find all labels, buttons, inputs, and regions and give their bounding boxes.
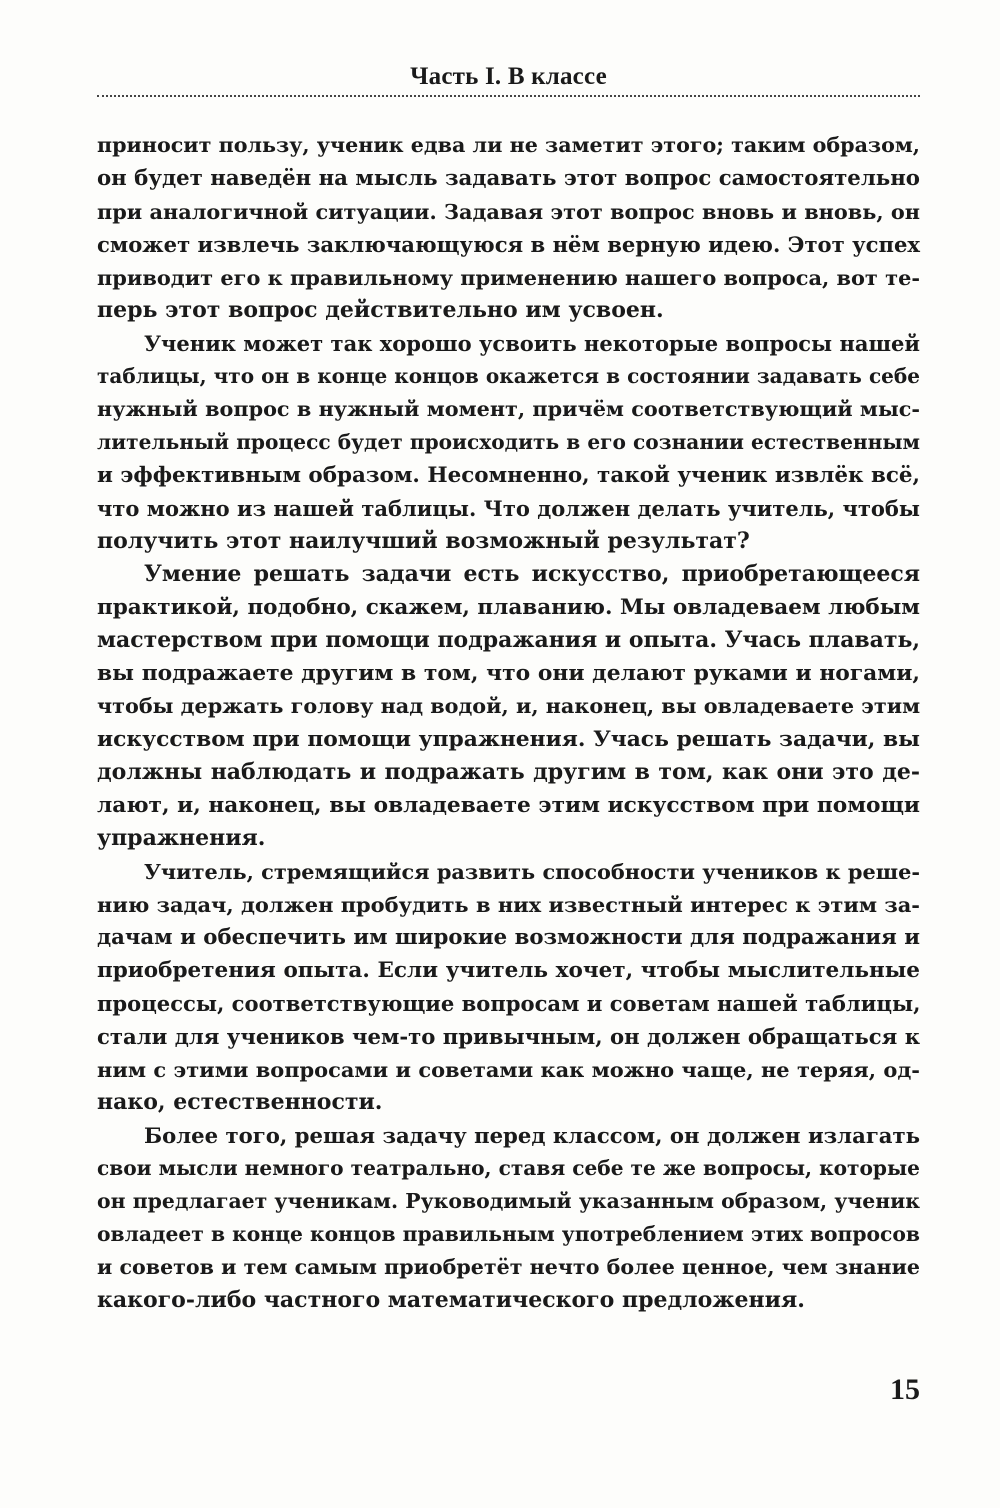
text-line: он будет наведён на мысль задавать этот вопрос самостоятельно: [97, 166, 920, 191]
paragraph: [97, 558, 920, 855]
page-number: 15: [890, 1373, 920, 1406]
text-line: что можно из нашей таблицы. Что должен делать учитель, чтобы: [97, 496, 920, 521]
text-line: мастерством при помощи подражания и опыта. Учась плавать,: [97, 627, 920, 653]
header-dotted-rule: [97, 95, 920, 97]
text-line: Более того, решая задачу перед классом, он должен излагать: [144, 1123, 920, 1148]
text-line: какого-либо частного математического предложения.: [97, 1287, 805, 1313]
text-line: практикой, подобно, скажем, плаванию. Мы овладеваем любым: [97, 595, 920, 620]
paragraph: [97, 1119, 920, 1317]
text-line: вы подражаете другим в том, что они делают руками и ногами,: [97, 661, 920, 686]
text-line: приносит пользу, ученик едва ли не заметит этого; таким образом,: [97, 133, 920, 157]
text-line: нако, естественности.: [97, 1089, 383, 1115]
text-line: перь этот вопрос действительно им усвоен.: [97, 297, 664, 323]
text-line: Учитель, стремящийся развить способности учеников к реше-: [144, 859, 920, 884]
text-line: должны наблюдать и подражать другим в том, как они это де-: [97, 759, 920, 785]
running-head: Часть I. В классе: [410, 63, 607, 90]
text-line: и советов и тем самым приобретёт нечто более ценное, чем знание: [97, 1255, 920, 1279]
text-line: упражнения.: [97, 825, 266, 851]
paragraph: [97, 327, 920, 558]
text-line: таблицы, что он в конце концов окажется в состоянии задавать себе: [97, 364, 920, 388]
text-line: чтобы держать голову над водой, и, наконец, вы овладеваете этим: [97, 694, 921, 718]
text-line: Умение решать задачи есть искусство, приобретающееся: [144, 561, 920, 587]
text-line: нию задач, должен пробудить в них известный интерес к этим за-: [97, 892, 920, 917]
text-line: получить этот наилучший возможный результат?: [97, 528, 750, 554]
text-line: лительный процесс будет происходить в его сознании естественным: [97, 430, 920, 454]
text-line: искусством при помощи упражнения. Учась решать задачи, вы: [97, 727, 920, 752]
body-text: [97, 129, 920, 1317]
text-line: сможет извлечь заключающуюся в нём верную идею. Этот успех: [97, 232, 920, 257]
text-line: ним с этими вопросами и советами как можно чаще, не теряя, од-: [97, 1057, 920, 1082]
paragraph: [97, 129, 920, 327]
text-line: приобретения опыта. Если учитель хочет, чтобы мыслительные: [97, 958, 920, 983]
paragraph: [97, 855, 920, 1119]
text-line: при аналогичной ситуации. Задавая этот вопрос вновь и вновь, он: [97, 199, 920, 224]
text-line: Ученик может так хорошо усвоить некоторые вопросы нашей: [144, 331, 920, 356]
text-line: процессы, соответствующие вопросам и советам нашей таблицы,: [97, 991, 921, 1016]
text-line: стали для учеников чем-то привычным, он должен обращаться к: [97, 1024, 920, 1049]
text-line: лают, и, наконец, вы овладеваете этим искусством при помощи: [97, 793, 920, 818]
text-line: он предлагает ученикам. Руководимый указанным образом, ученик: [97, 1189, 920, 1213]
text-line: приводит его к правильному применению нашего вопроса, вот те-: [97, 265, 921, 290]
text-line: овладеет в конце концов правильным употреблением этих вопросов: [97, 1222, 920, 1246]
text-line: и эффективным образом. Несомненно, такой ученик извлёк всё,: [97, 463, 920, 488]
text-line: свои мысли немного театрально, ставя себе те же вопросы, которые: [97, 1156, 920, 1180]
text-line: дачам и обеспечить им широкие возможности для подражания и: [97, 925, 920, 950]
text-line: нужный вопрос в нужный момент, причём соответствующий мыс-: [97, 397, 920, 421]
